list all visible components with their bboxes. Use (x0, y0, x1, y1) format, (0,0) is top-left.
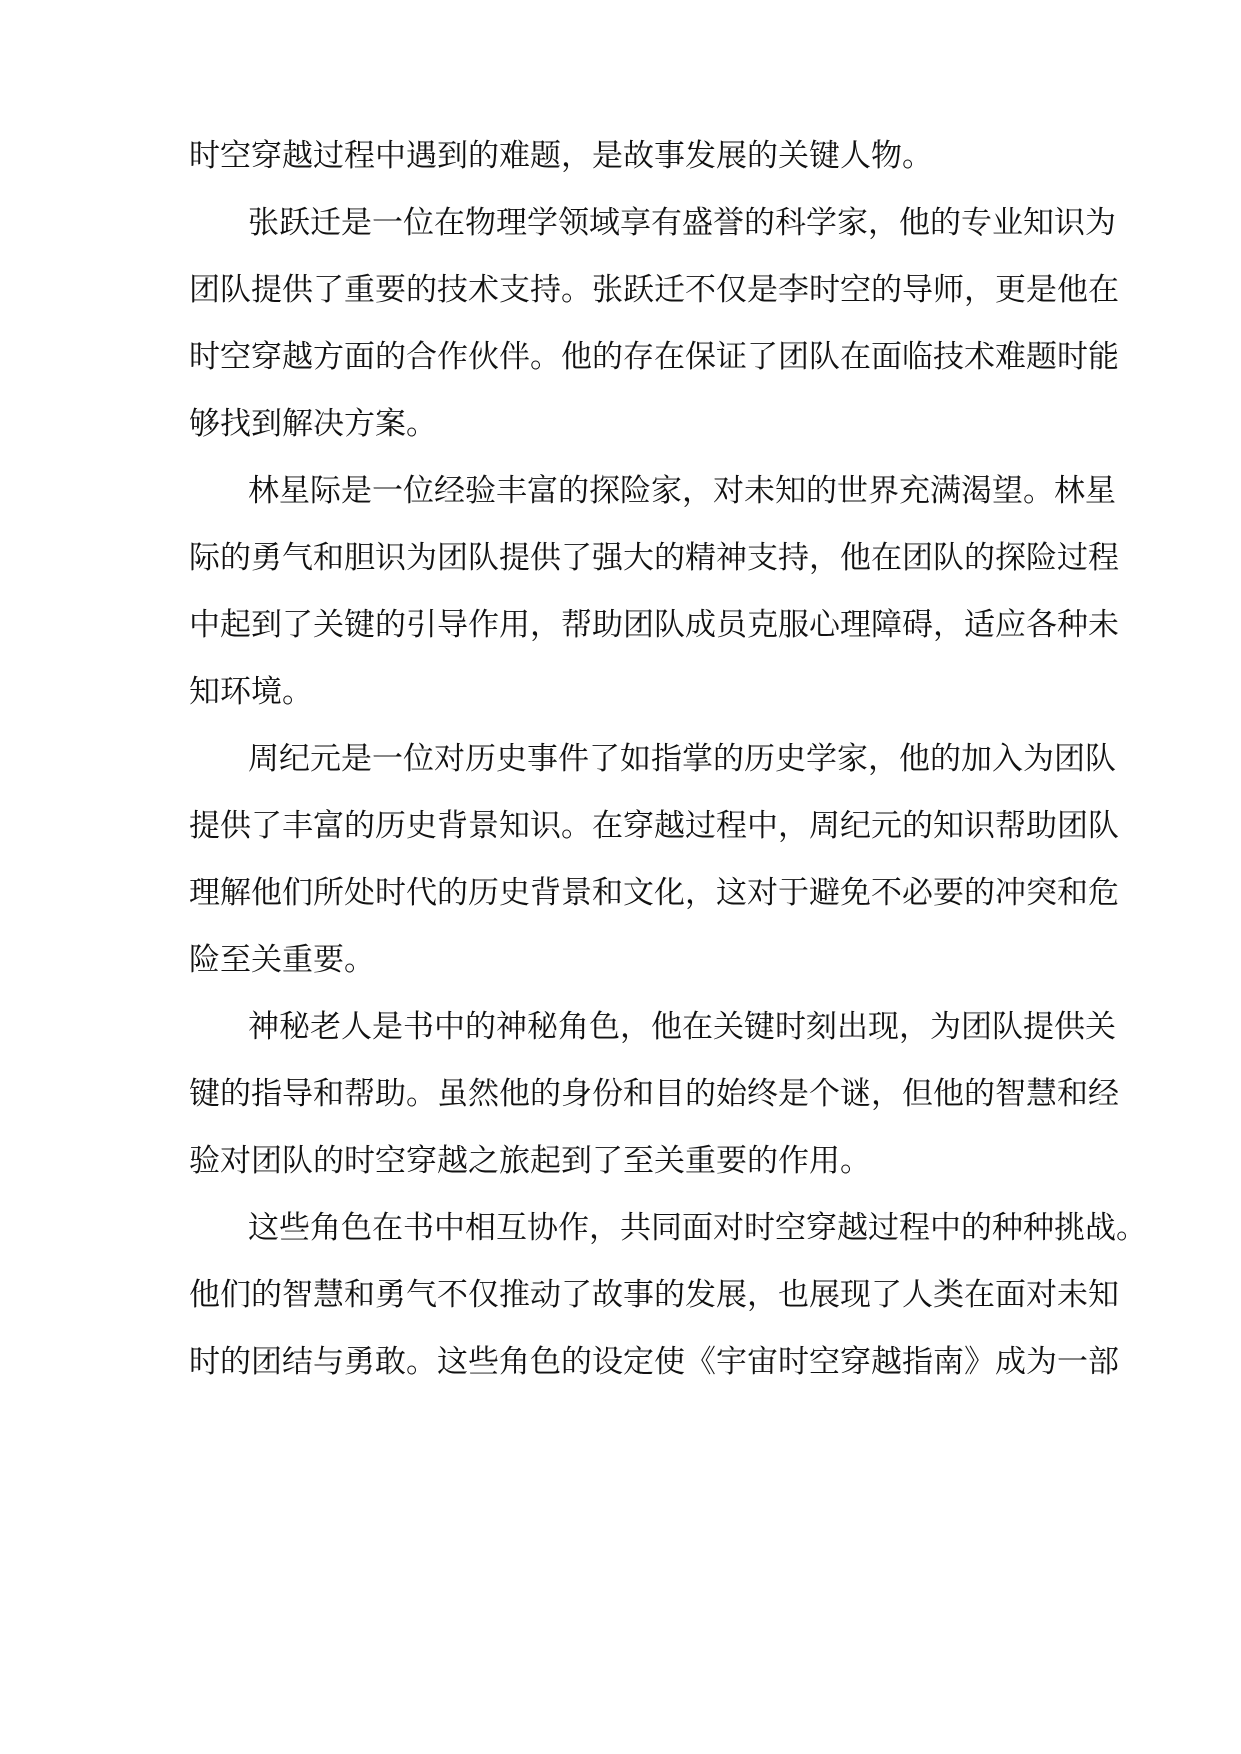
text-line: 他们的智慧和勇气不仅推动了故事的发展，也展现了人类在面对未知 (189, 1277, 1119, 1313)
paragraph-first-line: 这些角色在书中相互协作，共同面对时空穿越过程中的种种挑战。 (248, 1210, 1147, 1246)
text-line: 中起到了关键的引导作用，帮助团队成员克服心理障碍，适应各种未 (189, 607, 1119, 643)
paragraph-first-line: 林星际是一位经验丰富的探险家，对未知的世界充满渴望。林星 (248, 473, 1116, 509)
paragraph-first-line: 神秘老人是书中的神秘角色，他在关键时刻出现，为团队提供关 (248, 1009, 1116, 1045)
text-line: 险至关重要。 (189, 942, 375, 978)
text-line: 理解他们所处时代的历史背景和文化，这对于避免不必要的冲突和危 (189, 875, 1119, 911)
text-line: 际的勇气和胆识为团队提供了强大的精神支持，他在团队的探险过程 (189, 540, 1119, 576)
paragraph-first-line: 张跃迁是一位在物理学领域享有盛誉的科学家，他的专业知识为 (248, 205, 1116, 241)
text-line: 团队提供了重要的技术支持。张跃迁不仅是李时空的导师，更是他在 (189, 272, 1119, 308)
text-line: 时空穿越过程中遇到的难题，是故事发展的关键人物。 (189, 138, 933, 174)
text-line: 验对团队的时空穿越之旅起到了至关重要的作用。 (189, 1143, 871, 1179)
text-line: 知环境。 (189, 674, 313, 710)
text-line: 时空穿越方面的合作伙伴。他的存在保证了团队在面临技术难题时能 (189, 339, 1119, 375)
text-line: 时的团结与勇敢。这些角色的设定使《宇宙时空穿越指南》成为一部 (189, 1344, 1119, 1380)
text-line: 够找到解决方案。 (189, 406, 437, 442)
text-line: 键的指导和帮助。虽然他的身份和目的始终是个谜，但他的智慧和经 (189, 1076, 1119, 1112)
paragraph-first-line: 周纪元是一位对历史事件了如指掌的历史学家，他的加入为团队 (248, 741, 1116, 777)
text-line: 提供了丰富的历史背景知识。在穿越过程中，周纪元的知识帮助团队 (189, 808, 1119, 844)
